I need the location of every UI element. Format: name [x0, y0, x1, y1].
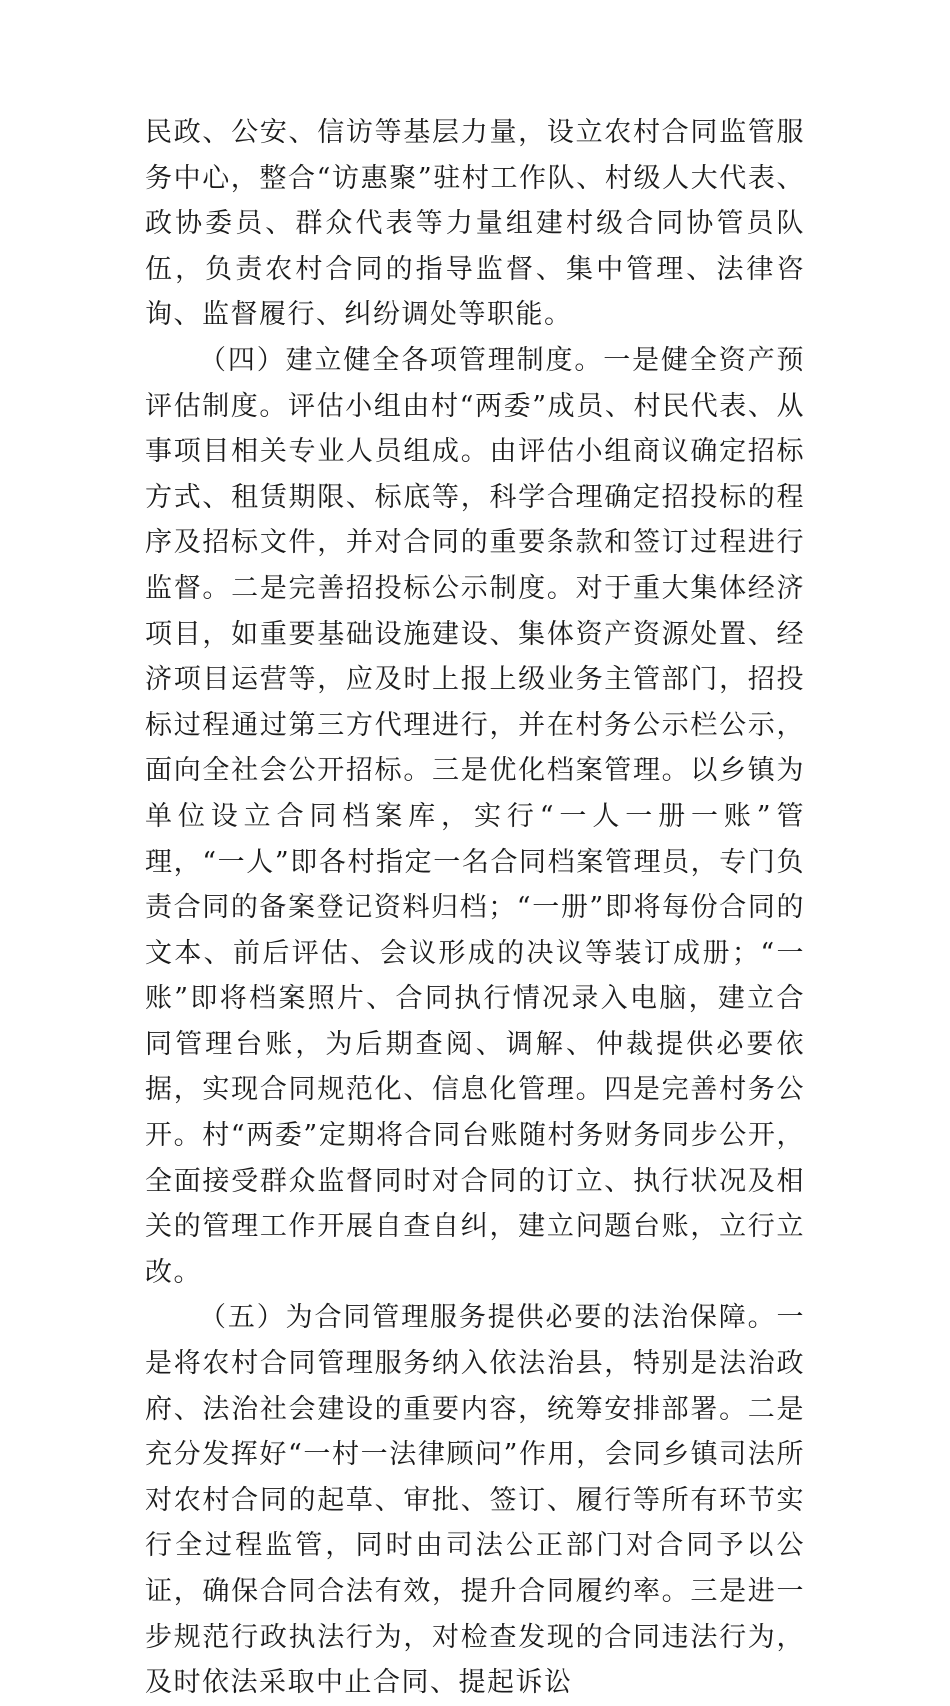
document-body [145, 110, 805, 1706]
paragraph-section-5: （五）为合同管理服务提供必要的法治保障。一是将农村合同管理服务纳入依法治县，特别是法治政府、法治社会建设的重要内容，统筹安排部署。二是充分发挥好“一村一法律顾问”作用，会同乡镇司法所对农村合同的起草、审批、签订、履行等所有环节实行全过程监管，同时由司法公正部门对合同予以公证，确保合同合法有效，提升合同履约率。三是进一步规范行政执法行为，对检查发现的合同违法行为，及时依法采取中止合同、提起诉讼 [145, 1302, 805, 1699]
paragraph-section-4: （四）建立健全各项管理制度。一是健全资产预评估制度。评估小组由村“两委”成员、村民代表、从事项目相关专业人员组成。由评估小组商议确定招标方式、租赁期限、标底等，科学合理确定招投标的程序及招标文件，并对合同的重要条款和签订过程进行监督。二是完善招投标公示制度。对于重大集体经济项目，如重要基础设施建设、集体资产资源处置、经济项目运营等，应及时上报上级业务主管部门，招投标过程通过第三方代理进行，并在村务公示栏公示，面向全社会公开招标。三是优化档案管理。以乡镇为单位设立合同档案库，实行“一人一册一账”管理，“一人”即各村指定一名合同档案管理员，专门负责合同的备案登记资料归档；“一册”即将每份合同的文本、前后评估、会议形成的决议等装订成册；“一账”即将档案照片、合同执行情况录入电脑，建立合同管理台账，为后期查阅、调解、仲裁提供必要依据，实现合同规范化、信息化管理。四是完善村务公开。村“两委”定期将合同台账随村务财务同步公开，全面接受群众监督同时对合同的订立、执行状况及相关的管理工作开展自查自纠，建立问题台账，立行立改。 [145, 344, 805, 1288]
paragraph-continuation: 民政、公安、信访等基层力量，设立农村合同监管服务中心，整合“访惠聚”驻村工作队、村级人大代表、政协委员、群众代表等力量组建村级合同协管员队伍，负责农村合同的指导监督、集中管理、法律咨询、监督履行、纠纷调处等职能。 [145, 117, 805, 331]
